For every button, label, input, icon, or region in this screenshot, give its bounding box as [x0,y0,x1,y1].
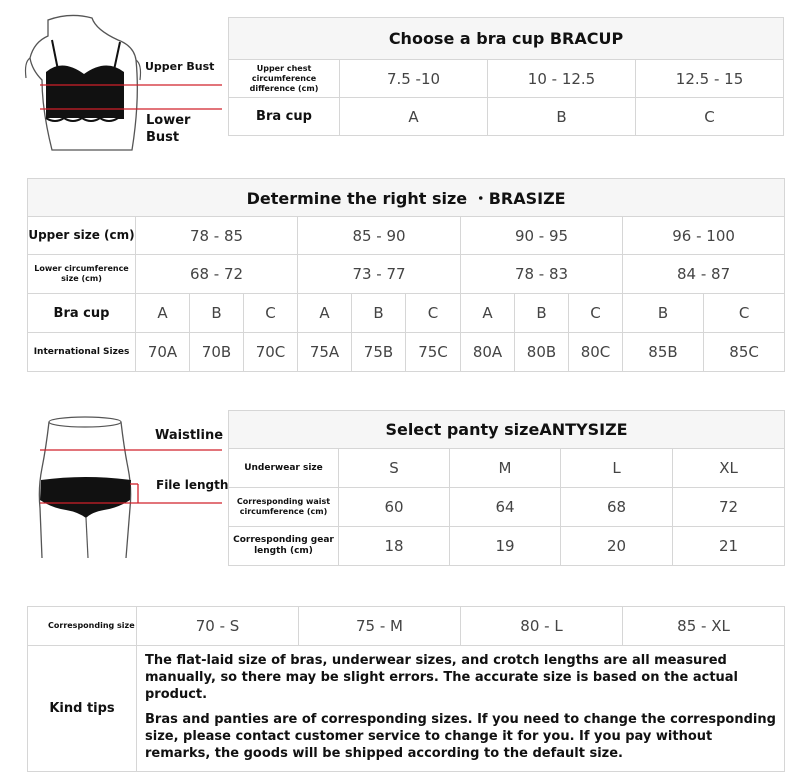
file-length-label: File length [156,478,229,492]
bra-size-table [27,178,785,372]
waist-cell: 60 [339,488,450,527]
lower-size-label: Lower circumference size (cm) [28,255,136,294]
chest-diff-cell: 12.5 - 15 [636,60,784,98]
bra-cup-title: Choose a bra cup BRACUP [229,18,784,60]
bra-cup-table [228,17,784,136]
bra-size-title: Determine the right size ・BRASIZE [28,179,785,217]
corresponding-size-cell: 70 - S [137,607,299,646]
international-sizes-label: International Sizes [28,333,136,372]
upper-size-cell: 78 - 85 [136,217,298,255]
chest-diff-cell: 10 - 12.5 [488,60,636,98]
upper-bust-label: Upper Bust [145,60,215,73]
kind-tips-label: Kind tips [28,646,137,772]
bra-cup-cell: A [340,98,488,136]
cup-cell: B [190,294,244,333]
underwear-size-cell: M [450,449,561,488]
intl-size-cell: 75C [406,333,461,372]
intl-size-cell: 80B [515,333,569,372]
intl-size-cell: 75B [352,333,406,372]
intl-size-cell: 70A [136,333,190,372]
gear-cell: 20 [561,527,673,566]
panty-size-title: Select panty sizeANTYSIZE [229,411,785,449]
gear-cell: 18 [339,527,450,566]
lower-size-cell: 78 - 83 [461,255,623,294]
intl-size-cell: 80A [461,333,515,372]
lower-size-cell: 68 - 72 [136,255,298,294]
waist-cell: 64 [450,488,561,527]
cup-cell: B [515,294,569,333]
bra-cup-label: Bra cup [229,98,340,136]
cup-cell: A [136,294,190,333]
chest-diff-cell: 7.5 -10 [340,60,488,98]
lower-size-cell: 84 - 87 [623,255,785,294]
waist-circumference-label: Corresponding waist circumference (cm) [229,488,339,527]
gear-cell: 19 [450,527,561,566]
underwear-size-cell: XL [673,449,785,488]
panty-size-table [228,410,785,566]
tips-table [27,606,785,772]
waistline-label: Waistline [155,428,224,443]
kind-tips-content [137,646,785,772]
cup-cell: C [704,294,785,333]
corresponding-size-cell: 80 - L [461,607,623,646]
tip-sizing: Bras and panties are of corresponding sizes. If you need to change the corresponding size, please contact customer service to change it for you. If you pay without remarks, the goods will be shipped according to the default size. [145,712,776,761]
intl-size-cell: 70C [244,333,298,372]
cup-cell: B [623,294,704,333]
corresponding-size-cell: 75 - M [299,607,461,646]
upper-size-cell: 90 - 95 [461,217,623,255]
cup-cell: C [406,294,461,333]
cup-cell: A [298,294,352,333]
cup-cell: C [244,294,298,333]
intl-size-cell: 75A [298,333,352,372]
chest-diff-label: Upper chest circumference difference (cm) [229,60,340,98]
corresponding-size-cell: 85 - XL [623,607,785,646]
cup-cell: A [461,294,515,333]
upper-size-cell: 85 - 90 [298,217,461,255]
waist-cell: 72 [673,488,785,527]
intl-size-cell: 70B [190,333,244,372]
size-bra-cup-label: Bra cup [28,294,136,333]
bra-cup-cell: C [636,98,784,136]
upper-size-label: Upper size (cm) [28,217,136,255]
cup-cell: C [569,294,623,333]
underwear-size-label: Underwear size [229,449,339,488]
underwear-size-cell: L [561,449,673,488]
gear-cell: 21 [673,527,785,566]
underwear-size-cell: S [339,449,450,488]
intl-size-cell: 85C [704,333,785,372]
lower-size-cell: 73 - 77 [298,255,461,294]
gear-length-label: Corresponding gear length (cm) [229,527,339,566]
corresponding-size-label: Corresponding size [28,607,137,646]
bra-cup-cell: B [488,98,636,136]
intl-size-cell: 85B [623,333,704,372]
lower-bust-label: Lower Bust [146,113,191,145]
intl-size-cell: 80C [569,333,623,372]
waist-cell: 68 [561,488,673,527]
upper-size-cell: 96 - 100 [623,217,785,255]
cup-cell: B [352,294,406,333]
tip-measurement: The flat-laid size of bras, underwear sizes, and crotch lengths are all measured manually, so there may be slight errors. The accurate size is based on the actual product. [145,653,739,702]
